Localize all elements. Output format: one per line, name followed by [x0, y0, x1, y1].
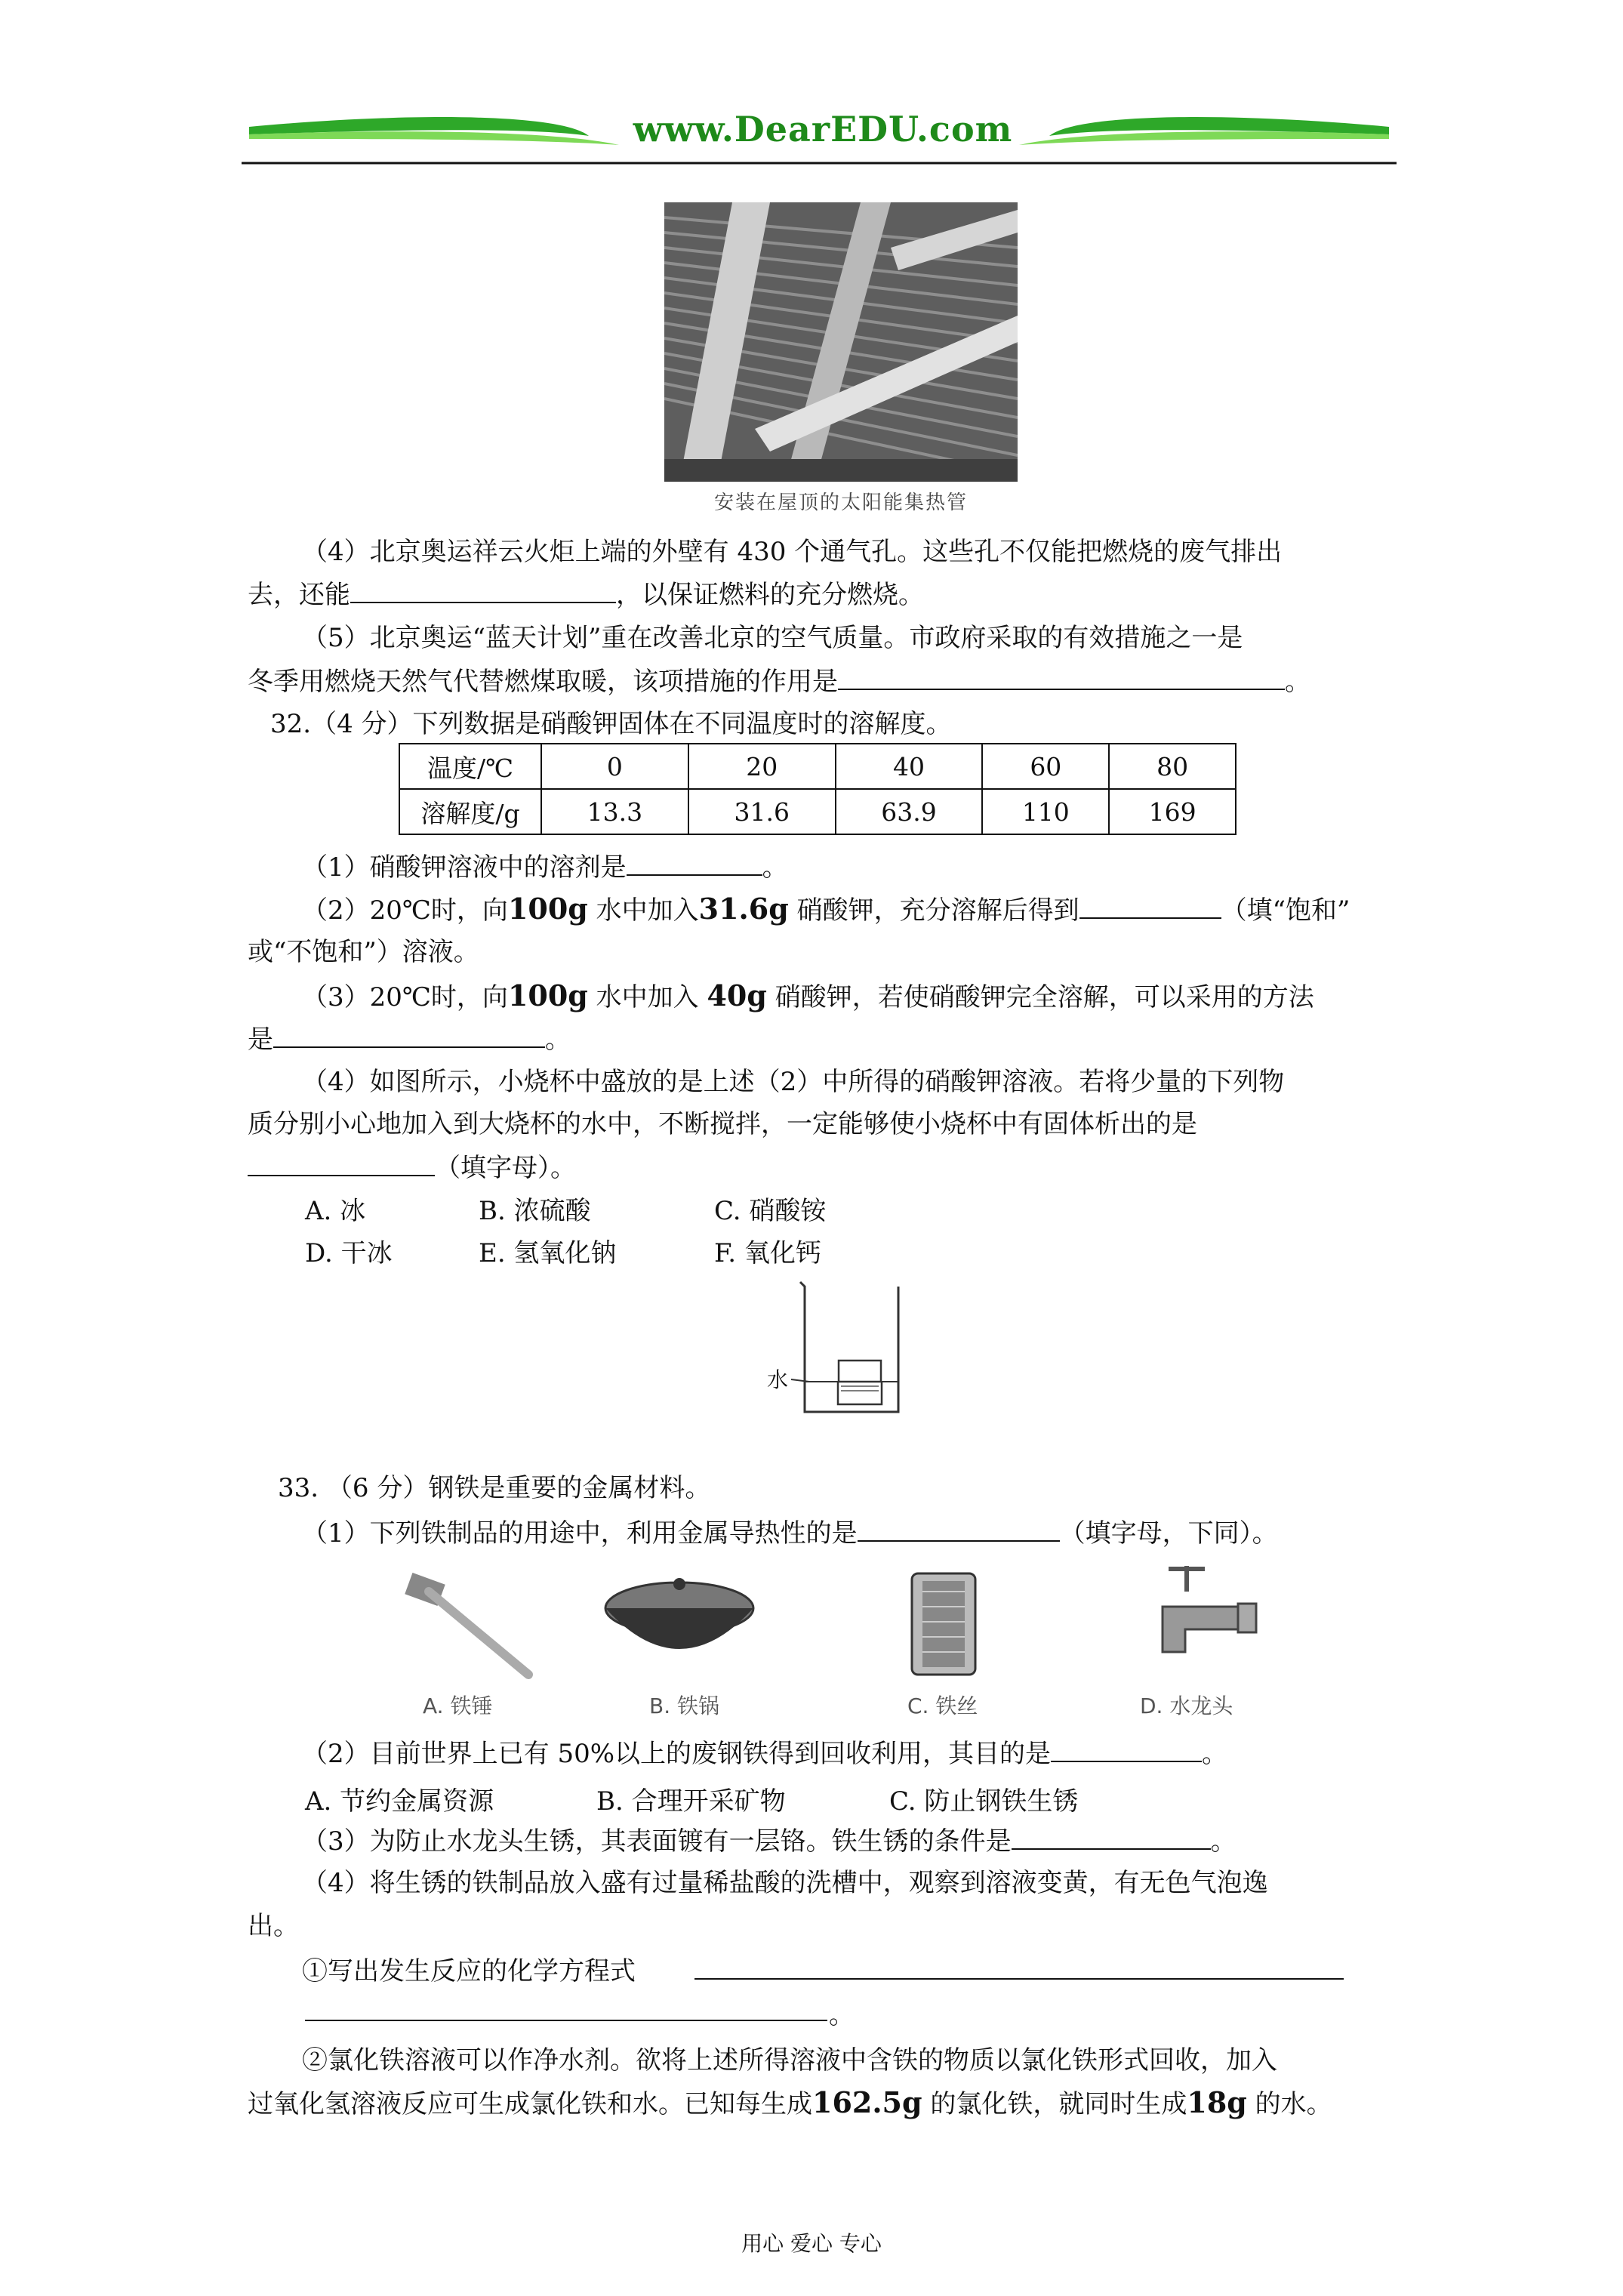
table-cell: 80: [1109, 744, 1236, 789]
solar-tubes-illustration: [664, 202, 1018, 482]
page-footer: 用心 爱心 专心: [741, 2231, 882, 2256]
beaker-icon: [762, 1276, 913, 1419]
table-row: [399, 789, 1236, 834]
q32-1-answer-blank[interactable]: [627, 844, 762, 876]
q33-3-answer-blank[interactable]: [1012, 1818, 1211, 1850]
q32-3-text-b: 水中加入: [587, 982, 707, 1012]
table-cell: 0: [541, 744, 688, 789]
q32-option-f: F. 氧化钙: [714, 1238, 821, 1268]
q33-4-sub1-answer-line1[interactable]: [694, 1978, 1344, 1980]
faucet-icon: [1140, 1561, 1276, 1682]
q33-4-sub2-text-a: 过氧化氢溶液反应可生成氯化铁和水。已知每生成: [248, 2089, 812, 2119]
q32-1-text: （1）硝酸钾溶液中的溶剂是: [302, 852, 627, 883]
product-label-wire: C. 铁丝: [907, 1693, 978, 1718]
product-label-wok: B. 铁锅: [649, 1693, 720, 1718]
beaker-water-label: 水: [767, 1367, 789, 1392]
table-cell: 40: [836, 744, 983, 789]
q32-1-end: 。: [762, 852, 788, 883]
q32-3-mass1: 100g: [507, 978, 588, 1012]
q31-4-text-b: ，以保证燃料的充分燃烧。: [616, 580, 924, 610]
q33-4-sub1-answer-line2[interactable]: [305, 2020, 827, 2021]
hammer-icon: [393, 1561, 544, 1682]
q32-option-e: E. 氢氧化钠: [479, 1238, 617, 1268]
q33-4-sub2-text-b: 的氯化铁，就同时生成: [922, 2089, 1187, 2119]
q33-title: 33. （6 分）钢铁是重要的金属材料。: [278, 1473, 711, 1503]
q32-4-line2: 质分别小心地加入到大烧杯的水中，不断搅拌，一定能够使小烧杯中有固体析出的是: [248, 1109, 1197, 1139]
q32-title: 32.（4 分）下列数据是硝酸钾固体在不同温度时的溶解度。: [270, 709, 952, 739]
q32-3-text-a: （3）20℃时，向: [302, 982, 508, 1012]
photo-caption: 安装在屋顶的太阳能集热管: [713, 492, 968, 514]
q32-3-text-line2a: 是: [248, 1025, 273, 1055]
table-cell: 169: [1109, 789, 1236, 834]
q32-2-text-d: （填“饱和”: [1221, 895, 1350, 926]
q33-2: [302, 1730, 1227, 1776]
q32-2-mass1: 100g: [507, 892, 588, 926]
table-cell: 13.3: [541, 789, 688, 834]
q33-4-sub2-mass2: 18g: [1187, 2085, 1247, 2119]
solar-tube-photo: [664, 202, 1018, 482]
solubility-table: [399, 743, 1236, 835]
q32-2-text-a: （2）20℃时，向: [302, 895, 508, 926]
q33-3: [302, 1818, 1236, 1863]
q32-2-text-c: 硝酸钾，充分溶解后得到: [788, 895, 1079, 926]
q32-3-mass2: 40g: [707, 978, 767, 1012]
q31-5-text-b: 。: [1285, 667, 1310, 697]
q32-4-answer-blank[interactable]: [248, 1145, 435, 1176]
q33-3-text: （3）为防止水龙头生锈，其表面镀有一层铬。铁生锈的条件是: [302, 1826, 1012, 1857]
q32-2-text-b: 水中加入: [587, 895, 699, 926]
q33-1: [302, 1510, 1278, 1555]
q31-4-text-a: 去，还能: [248, 580, 350, 610]
q32-2-answer-blank[interactable]: [1079, 887, 1221, 919]
q31-5-line2: [248, 658, 1310, 704]
q33-4-sub2-text-c: 的水。: [1246, 2089, 1332, 2119]
q32-2-mass2: 31.6g: [698, 892, 789, 926]
q32-1: [302, 844, 788, 889]
q33-2-text: （2）目前世界上已有 50%以上的废钢铁得到回收利用，其目的是: [302, 1739, 1052, 1769]
q32-3-text-line2b: 。: [545, 1025, 571, 1055]
q33-1-text: （1）下列铁制品的用途中，利用金属导热性的是: [302, 1518, 858, 1549]
table-cell: 63.9: [836, 789, 983, 834]
q33-3-end: 。: [1210, 1826, 1236, 1857]
table-cell: 20: [688, 744, 836, 789]
q32-option-a: A. 冰: [305, 1196, 366, 1226]
q32-3-line2: [248, 1016, 571, 1062]
table-cell: 60: [982, 744, 1109, 789]
q31-5-line1: （5）北京奥运“蓝天计划”重在改善北京的空气质量。市政府采取的有效措施之一是: [302, 623, 1243, 653]
q33-4-sub2-line1: ②氯化铁溶液可以作净水剂。欲将上述所得溶液中含铁的物质以氯化铁形式回收，加入: [302, 2045, 1277, 2076]
q33-4-sub1-end: 。: [829, 2000, 855, 2030]
q33-2-option-a: A. 节约金属资源: [305, 1786, 494, 1817]
q33-4-sub2-line2: [248, 2081, 1332, 2126]
iron-products-row: [393, 1561, 1283, 1720]
q32-4-line3: [248, 1145, 576, 1190]
q32-option-d: D. 干冰: [305, 1238, 393, 1268]
product-label-hammer: A. 铁锤: [423, 1693, 493, 1718]
header-banner: [242, 106, 1397, 166]
q32-2-line1: [302, 887, 1350, 932]
q33-4-line2: 出。: [248, 1911, 299, 1941]
table-row: [399, 744, 1236, 789]
beaker-diagram: [762, 1276, 913, 1419]
q32-option-c: C. 硝酸铵: [714, 1196, 827, 1226]
q32-option-b: B. 浓硫酸: [479, 1196, 591, 1226]
q33-4-line1: （4）将生锈的铁制品放入盛有过量稀盐酸的洗槽中，观察到溶液变黄，有无色气泡逸: [302, 1868, 1268, 1898]
q32-3-line1: [302, 974, 1314, 1019]
wok-icon: [596, 1561, 762, 1682]
q33-2-end: 。: [1202, 1739, 1228, 1769]
q33-1-answer-blank[interactable]: [858, 1510, 1060, 1542]
q31-4-line2: [248, 572, 924, 617]
table-header-solubility: 溶解度/g: [399, 789, 541, 834]
q33-1-end: （填字母，下同）。: [1059, 1518, 1278, 1549]
table-cell: 110: [982, 789, 1109, 834]
table-header-temperature: 温度/℃: [399, 744, 541, 789]
q33-4-sub1: [302, 1949, 636, 1993]
q31-4-answer-blank[interactable]: [350, 572, 616, 603]
q33-2-answer-blank[interactable]: [1051, 1730, 1202, 1762]
q31-5-text-a: 冬季用燃烧天然气代替燃煤取暖，该项措施的作用是: [248, 667, 838, 697]
site-name: www.DearEDU.com: [633, 109, 1013, 149]
q33-2-option-c: C. 防止钢铁生锈: [889, 1786, 1079, 1817]
wire-spool-icon: [906, 1569, 981, 1682]
q32-2-line2: 或“不饱和”）溶液。: [248, 937, 479, 967]
q32-4-text: （填字母）。: [435, 1153, 576, 1183]
q32-4-line1: （4）如图所示，小烧杯中盛放的是上述（2）中所得的硝酸钾溶液。若将少量的下列物: [302, 1067, 1285, 1097]
q32-3-answer-blank[interactable]: [273, 1016, 545, 1048]
q32-3-text-c: 硝酸钾，若使硝酸钾完全溶解，可以采用的方法: [766, 982, 1314, 1012]
product-label-faucet: D. 水龙头: [1140, 1693, 1233, 1718]
q31-5-answer-blank[interactable]: [838, 658, 1285, 690]
q33-4-sub2-mass1: 162.5g: [812, 2085, 922, 2119]
q33-2-option-b: B. 合理开采矿物: [596, 1786, 786, 1817]
q31-4-line1: （4）北京奥运祥云火炬上端的外壁有 430 个通气孔。这些孔不仅能把燃烧的废气排出: [302, 537, 1283, 567]
q33-4-sub1-text: ①写出发生反应的化学方程式: [302, 1956, 636, 1986]
table-cell: 31.6: [688, 789, 836, 834]
